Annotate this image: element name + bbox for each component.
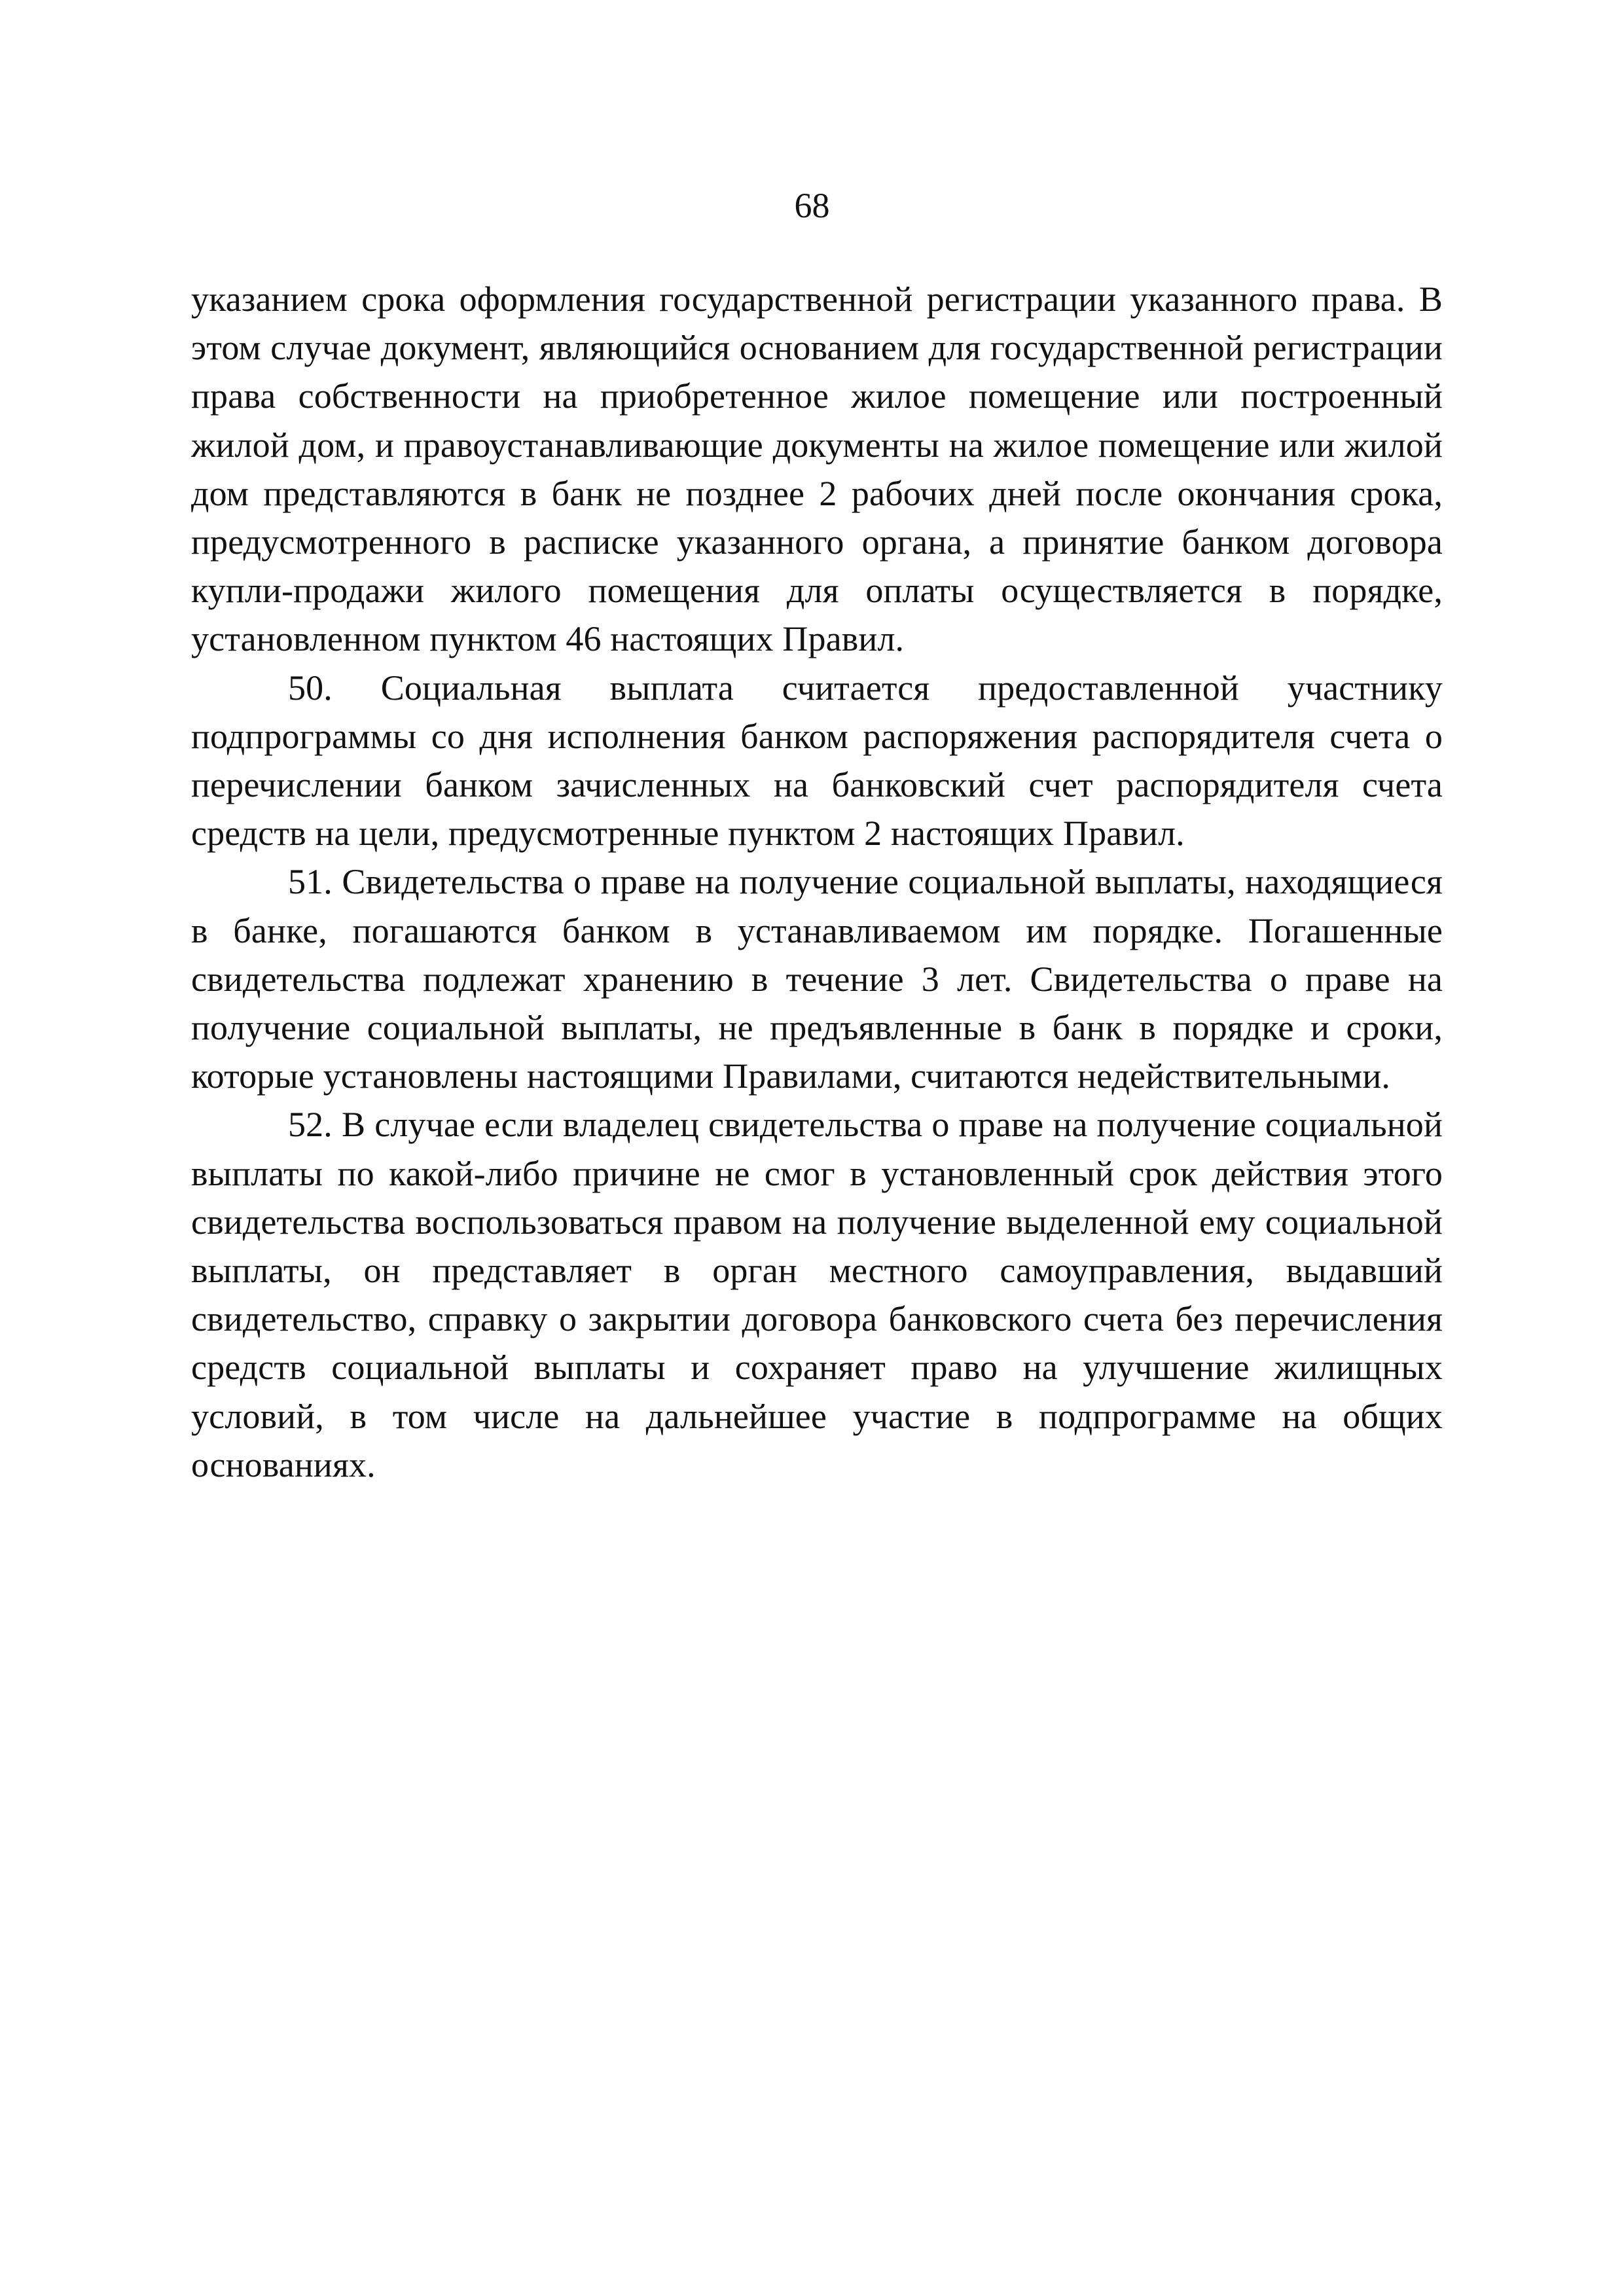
paragraph-text: указанием срока оформления государственной регистрации указанного права. В этом случае документ, являющийся основанием для государственной регистрации права собственности на приобретенное жилое помещение или построенный жилой дом, и правоустанавливающие документы на жилое помещение или жилой дом представляются в банк не позднее 2 рабочих дней после окончания срока, предусмотренного в расписке указанного органа, а принятие банком договора купли-продажи жилого помещения для оплаты осуществляется в порядке, установленном пунктом 46 настоящих Правил. bbox=[191, 279, 1443, 659]
paragraph-text: Социальная выплата считается предоставленной участнику подпрограммы со дня исполнения банком распоряжения распорядителя счета о перечислении банком зачисленных на банковский счет распорядителя счета средств на цели, предусмотренные пунктом 2 настоящих Правил. bbox=[191, 668, 1443, 853]
paragraph-text: В случае если владелец свидетельства о праве на получение социальной выплаты по какой-либо причине не смог в установленный срок действия этого свидетельства воспользоваться правом на получение выделенной ему социальной выплаты, он представляет в орган местного самоуправления, выдавший свидетельство, справку о закрытии договора банковского счета без перечисления средств социальной выплаты и сохраняет право на улучшение жилищных условий, в том числе на дальнейшее участие в подпрограмме на общих основаниях. bbox=[191, 1105, 1443, 1484]
paragraph-number: 51. bbox=[288, 862, 333, 902]
paragraph-number: 50. bbox=[288, 668, 333, 708]
page-number: 68 bbox=[794, 186, 830, 225]
paragraph-text: Свидетельства о праве на получение социальной выплаты, находящиеся в банке, погашаются банком в устанавливаемом им порядке. Погашенные свидетельства подлежат хранению в течение 3 лет. Свидетельства о праве на получение социальной выплаты, не предъявленные в банк в порядке и сроки, которые установлены настоящими Правилами, считаются недействительными. bbox=[191, 862, 1443, 1096]
paragraph-52 bbox=[191, 1100, 1443, 1489]
document-body bbox=[191, 275, 1443, 1489]
paragraph-50 bbox=[191, 664, 1443, 858]
paragraph-51 bbox=[191, 857, 1443, 1100]
paragraph-continuation bbox=[191, 275, 1443, 664]
paragraph-number: 52. bbox=[288, 1105, 333, 1145]
